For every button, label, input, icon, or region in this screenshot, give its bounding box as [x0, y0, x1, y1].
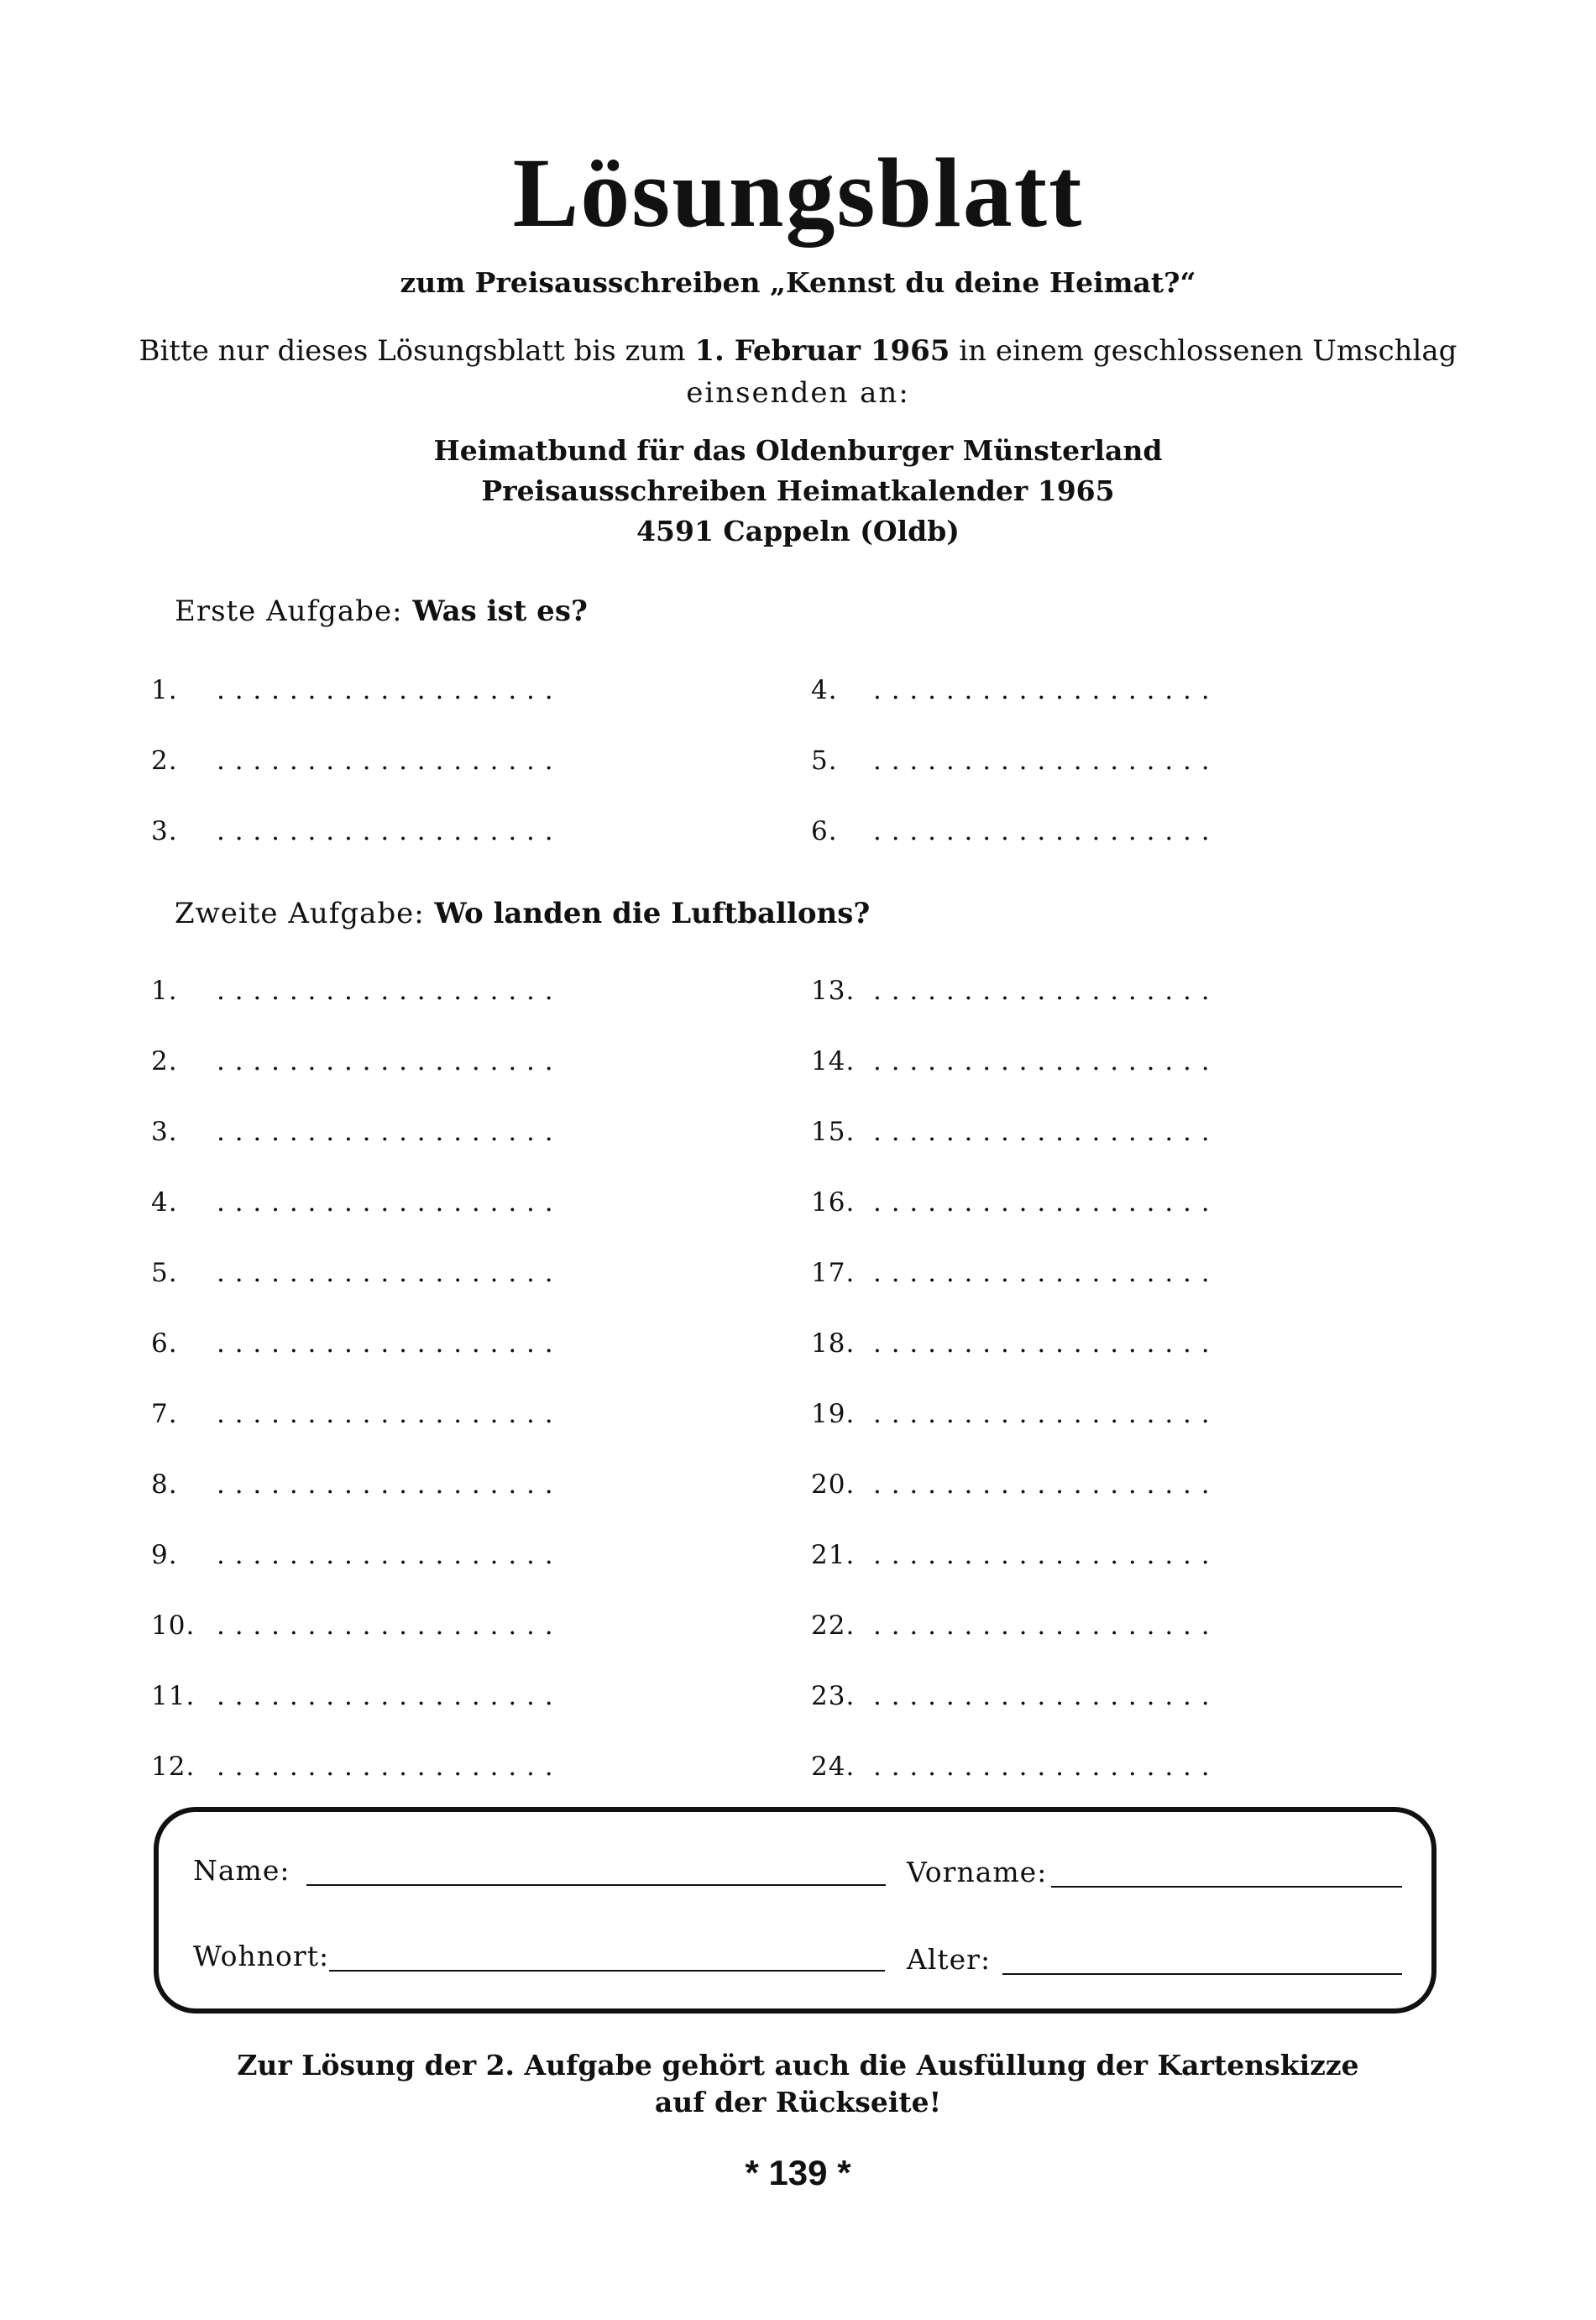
- task-question: Wo landen die Luftballons?: [434, 897, 871, 930]
- answer-dotted-line[interactable]: . . . . . . . . . . . . . . . . . . .: [873, 1328, 1211, 1359]
- answer-number: 21.: [811, 1540, 856, 1570]
- answer-number: 12.: [151, 1752, 196, 1782]
- answer-dotted-line[interactable]: . . . . . . . . . . . . . . . . . . .: [217, 1540, 554, 1570]
- task-label: Zweite Aufgabe:: [175, 897, 435, 930]
- answer-number: 14.: [811, 1046, 856, 1076]
- answer-number: 1.: [151, 976, 178, 1006]
- task-1-heading: [175, 592, 588, 631]
- answer-dotted-line[interactable]: . . . . . . . . . . . . . . . . . . .: [873, 1187, 1211, 1218]
- answer-dotted-line[interactable]: . . . . . . . . . . . . . . . . . . .: [217, 1117, 554, 1147]
- answer-number: 13.: [811, 976, 856, 1006]
- answer-number: 3.: [151, 816, 178, 846]
- task-2-heading: [175, 894, 870, 933]
- answer-dotted-line[interactable]: . . . . . . . . . . . . . . . . . . .: [873, 1117, 1211, 1147]
- answer-row: [811, 1609, 855, 1642]
- answer-number: 18.: [811, 1328, 856, 1359]
- answer-number: 5.: [151, 1258, 178, 1288]
- answer-row: [811, 814, 838, 848]
- instruction-text: Bitte nur dieses Lösungsblatt bis zum: [139, 334, 695, 368]
- answer-dotted-line[interactable]: . . . . . . . . . . . . . . . . . . .: [873, 1399, 1211, 1429]
- answer-dotted-line[interactable]: . . . . . . . . . . . . . . . . . . .: [217, 976, 554, 1006]
- vorname-label: Vorname:: [907, 1856, 1048, 1888]
- answer-row: [811, 1115, 855, 1149]
- answer-row: [811, 1397, 855, 1431]
- note-line-1: Zur Lösung der 2. Aufgabe gehört auch die Ausfüllung der Kartenskizze: [237, 2049, 1359, 2082]
- answer-row: [151, 1609, 195, 1642]
- answer-row: [151, 1750, 195, 1783]
- wohnort-field[interactable]: [329, 1970, 885, 1972]
- instruction-text: in einem geschlossenen Umschlag: [950, 334, 1457, 368]
- note-line-2: auf der Rückseite!: [654, 2086, 942, 2118]
- answer-row: [151, 1468, 178, 1501]
- answer-dotted-line[interactable]: . . . . . . . . . . . . . . . . . . .: [217, 1752, 554, 1782]
- answer-dotted-line[interactable]: . . . . . . . . . . . . . . . . . . .: [217, 1469, 554, 1500]
- answer-dotted-line[interactable]: . . . . . . . . . . . . . . . . . . .: [217, 1187, 554, 1218]
- answer-row: [811, 974, 855, 1008]
- name-field[interactable]: [306, 1884, 886, 1886]
- answer-dotted-line[interactable]: . . . . . . . . . . . . . . . . . . .: [873, 1258, 1211, 1288]
- vorname-field[interactable]: [1051, 1886, 1402, 1888]
- answer-row: [151, 1045, 178, 1078]
- answer-dotted-line[interactable]: . . . . . . . . . . . . . . . . . . .: [217, 1399, 554, 1429]
- answer-dotted-line[interactable]: . . . . . . . . . . . . . . . . . . .: [873, 1046, 1211, 1076]
- deadline-date: 1. Februar 1965: [694, 334, 950, 368]
- answer-number: 2.: [151, 1046, 178, 1076]
- instruction-line-1: [0, 332, 1596, 370]
- address-line-2: Preisausschreiben Heimatkalender 1965: [481, 474, 1115, 507]
- answer-row: [811, 1538, 855, 1572]
- task-question: Was ist es?: [412, 594, 588, 628]
- answer-row: [151, 1327, 178, 1360]
- answer-number: 20.: [811, 1469, 856, 1500]
- answer-number: 10.: [151, 1610, 196, 1641]
- answer-row: [811, 744, 838, 778]
- answer-row: [811, 1679, 855, 1713]
- answer-dotted-line[interactable]: . . . . . . . . . . . . . . . . . . .: [873, 1540, 1211, 1570]
- answer-number: 16.: [811, 1187, 856, 1218]
- answer-dotted-line[interactable]: . . . . . . . . . . . . . . . . . . .: [873, 816, 1211, 846]
- answer-dotted-line[interactable]: . . . . . . . . . . . . . . . . . . .: [217, 1681, 554, 1711]
- answer-row: [151, 1679, 195, 1713]
- answer-dotted-line[interactable]: . . . . . . . . . . . . . . . . . . .: [217, 746, 554, 776]
- answer-row: [151, 1115, 178, 1149]
- answer-dotted-line[interactable]: . . . . . . . . . . . . . . . . . . .: [873, 675, 1211, 705]
- wohnort-label: Wohnort:: [193, 1940, 330, 1972]
- answer-row: [811, 1750, 855, 1783]
- answer-number: 9.: [151, 1540, 178, 1570]
- name-label: Name:: [193, 1854, 290, 1887]
- personal-info-box: [154, 1807, 1436, 2014]
- answer-dotted-line[interactable]: . . . . . . . . . . . . . . . . . . .: [873, 976, 1211, 1006]
- answer-dotted-line[interactable]: . . . . . . . . . . . . . . . . . . .: [873, 1610, 1211, 1641]
- answer-row: [151, 744, 178, 778]
- answer-number: 17.: [811, 1258, 856, 1288]
- answer-number: 11.: [151, 1681, 196, 1711]
- page-number: * 139 *: [745, 2153, 851, 2192]
- answer-row: [151, 1538, 178, 1572]
- answer-number: 23.: [811, 1681, 856, 1711]
- answer-row: [151, 673, 178, 707]
- answer-row: [151, 814, 178, 848]
- instruction-line-2: einsenden an:: [686, 376, 910, 410]
- answer-number: 8.: [151, 1469, 178, 1500]
- answer-number: 7.: [151, 1399, 178, 1429]
- answer-number: 19.: [811, 1399, 856, 1429]
- address-line-3: 4591 Cappeln (Oldb): [636, 515, 960, 547]
- answer-number: 6.: [151, 1328, 178, 1359]
- task-label: Erste Aufgabe:: [175, 594, 413, 628]
- answer-row: [151, 1397, 178, 1431]
- answer-row: [151, 1186, 178, 1219]
- answer-row: [151, 974, 178, 1008]
- answer-number: 15.: [811, 1117, 856, 1147]
- address-line-1: Heimatbund für das Oldenburger Münsterland: [433, 434, 1163, 467]
- answer-number: 6.: [811, 816, 838, 846]
- alter-field[interactable]: [1002, 1973, 1402, 1975]
- answer-dotted-line[interactable]: . . . . . . . . . . . . . . . . . . .: [217, 1610, 554, 1641]
- answer-row: [811, 1045, 855, 1078]
- alter-label: Alter:: [907, 1943, 992, 1976]
- answer-dotted-line[interactable]: . . . . . . . . . . . . . . . . . . .: [217, 675, 554, 705]
- answer-dotted-line[interactable]: . . . . . . . . . . . . . . . . . . .: [873, 1681, 1211, 1711]
- answer-dotted-line[interactable]: . . . . . . . . . . . . . . . . . . .: [217, 816, 554, 846]
- answer-row: [151, 1256, 178, 1290]
- answer-row: [811, 1256, 855, 1290]
- answer-dotted-line[interactable]: . . . . . . . . . . . . . . . . . . .: [873, 746, 1211, 776]
- answer-number: 22.: [811, 1610, 856, 1641]
- subtitle: zum Preisausschreiben „Kennst du deine Heimat?“: [400, 266, 1196, 299]
- answer-row: [811, 1327, 855, 1360]
- answer-row: [811, 1186, 855, 1219]
- answer-number: 3.: [151, 1117, 178, 1147]
- answer-number: 4.: [151, 1187, 178, 1218]
- answer-dotted-line[interactable]: . . . . . . . . . . . . . . . . . . .: [217, 1046, 554, 1076]
- answer-row: [811, 1468, 855, 1501]
- page-title: Lösungsblatt: [512, 138, 1084, 248]
- answer-row: [811, 673, 838, 707]
- answer-dotted-line[interactable]: . . . . . . . . . . . . . . . . . . .: [217, 1258, 554, 1288]
- answer-number: 24.: [811, 1752, 856, 1782]
- answer-dotted-line[interactable]: . . . . . . . . . . . . . . . . . . .: [873, 1469, 1211, 1500]
- answer-number: 4.: [811, 675, 838, 705]
- answer-number: 1.: [151, 675, 178, 705]
- answer-dotted-line[interactable]: . . . . . . . . . . . . . . . . . . .: [873, 1752, 1211, 1782]
- answer-number: 5.: [811, 746, 838, 776]
- answer-number: 2.: [151, 746, 178, 776]
- answer-dotted-line[interactable]: . . . . . . . . . . . . . . . . . . .: [217, 1328, 554, 1359]
